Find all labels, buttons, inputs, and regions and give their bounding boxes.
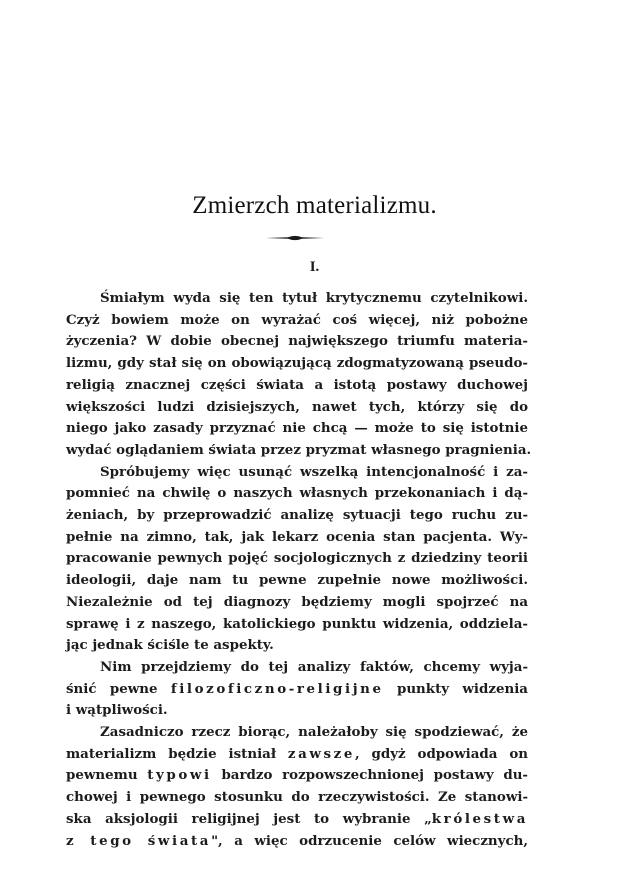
text-segment: śnić pewne xyxy=(66,680,171,697)
text-segment: pełnie na zimno, tak, jak lekarz ocenia stan pacjenta. Wy- xyxy=(66,528,528,545)
text-line xyxy=(66,527,528,549)
text-segment: Nim przejdziemy do tej analizy faktów, chcemy wyja- xyxy=(100,658,528,675)
text-segment: materializm będzie istniał xyxy=(66,745,288,762)
text-segment: i wątpliwości. xyxy=(66,702,168,719)
text-line xyxy=(66,592,528,614)
text-segment: pracowanie pewnych pojęć socjologicznych z dziedziny teorii xyxy=(66,550,528,567)
text-line xyxy=(66,765,528,787)
text-line xyxy=(66,809,528,831)
text-line xyxy=(66,635,528,657)
text-line xyxy=(66,462,528,484)
text-segment: pomnieć na chwilę o naszych własnych przekonaniach i dą- xyxy=(66,485,528,502)
section-number: I. xyxy=(309,259,320,275)
text-segment: Czyż bowiem może on wyrażać coś więcej, niż pobożne xyxy=(66,311,528,328)
text-segment: wydać oglądaniem świata przez pryzmat własnego pragnienia. xyxy=(66,441,532,458)
text-segment: , gdyż odpowiada on xyxy=(354,745,528,762)
text-segment: niego jako zasady przyznać nie chcą — może to się istotnie xyxy=(66,420,528,437)
text-line xyxy=(66,288,528,310)
text-line xyxy=(66,548,528,570)
text-line xyxy=(66,375,528,397)
text-line xyxy=(66,505,528,527)
text-segment: ska aksjologii religijnej jest to wybranie „ xyxy=(66,810,432,827)
text-line xyxy=(66,722,528,744)
text-segment: bardzo rozpowszechnionej postawy du- xyxy=(211,767,528,784)
text-segment: ", a więc odrzucenie celów wiecznych, xyxy=(211,832,528,849)
text-segment: życzenia? W dobie obecnej największego triumfu materia- xyxy=(66,333,528,350)
text-segment: sprawę i z naszego, katolickiego punktu widzenia, oddziela- xyxy=(66,615,528,632)
text-segment: jąc jednak ściśle te aspekty. xyxy=(66,637,274,654)
text-segment: Zasadniczo rzecz biorąc, należałoby się spodziewać, że xyxy=(100,724,528,741)
text-line xyxy=(66,440,532,462)
spaced-emphasis: typowi xyxy=(147,767,212,784)
text-line xyxy=(66,744,528,766)
spaced-emphasis: filozoficzno-religijne xyxy=(170,680,384,697)
text-line xyxy=(66,787,528,809)
text-line xyxy=(66,570,528,592)
text-line xyxy=(66,418,528,440)
text-segment: Niezależnie od tej diagnozy będziemy mogli spojrzeć na xyxy=(66,593,528,610)
text-segment: religią znacznej części świata a istotą postawy duchowej xyxy=(66,376,528,393)
spaced-emphasis: z tego świata xyxy=(66,832,212,849)
text-line xyxy=(66,331,528,353)
spaced-emphasis: królestwa xyxy=(431,810,528,827)
body-text xyxy=(66,288,532,852)
text-segment: większości ludzi dzisiejszych, nawet tych, którzy się do xyxy=(66,398,528,415)
spaced-emphasis: zawsze xyxy=(287,745,355,762)
text-line xyxy=(66,831,528,853)
text-segment: punkty widzenia xyxy=(383,680,528,697)
text-segment: żeniach, by przeprowadzić analizę sytuacji tego ruchu zu- xyxy=(66,507,528,524)
text-segment: ideologii, daje nam tu pewne zupełnie nowe możliwości. xyxy=(66,572,528,589)
text-segment: Spróbujemy więc usunąć wszelką intencjonalność i za- xyxy=(100,463,528,480)
text-line xyxy=(66,483,528,505)
text-segment: Śmiałym wyda się ten tytuł krytycznemu czytelnikowi. xyxy=(100,290,528,306)
ornament-divider xyxy=(266,234,324,242)
text-line xyxy=(66,700,528,722)
text-line xyxy=(66,310,528,332)
text-line xyxy=(66,614,528,636)
text-segment: pewnemu xyxy=(66,767,148,784)
text-line xyxy=(66,657,528,679)
text-line xyxy=(66,353,528,375)
text-line xyxy=(66,679,528,701)
text-segment: chowej i pewnego stosunku do rzeczywistości. Ze stanowi- xyxy=(66,789,528,806)
text-line xyxy=(66,397,528,419)
text-segment: lizmu, gdy stał się on obowiązującą zdogmatyzowaną pseudo- xyxy=(66,355,528,372)
page-title: Zmierzch materializmu. xyxy=(192,192,437,219)
